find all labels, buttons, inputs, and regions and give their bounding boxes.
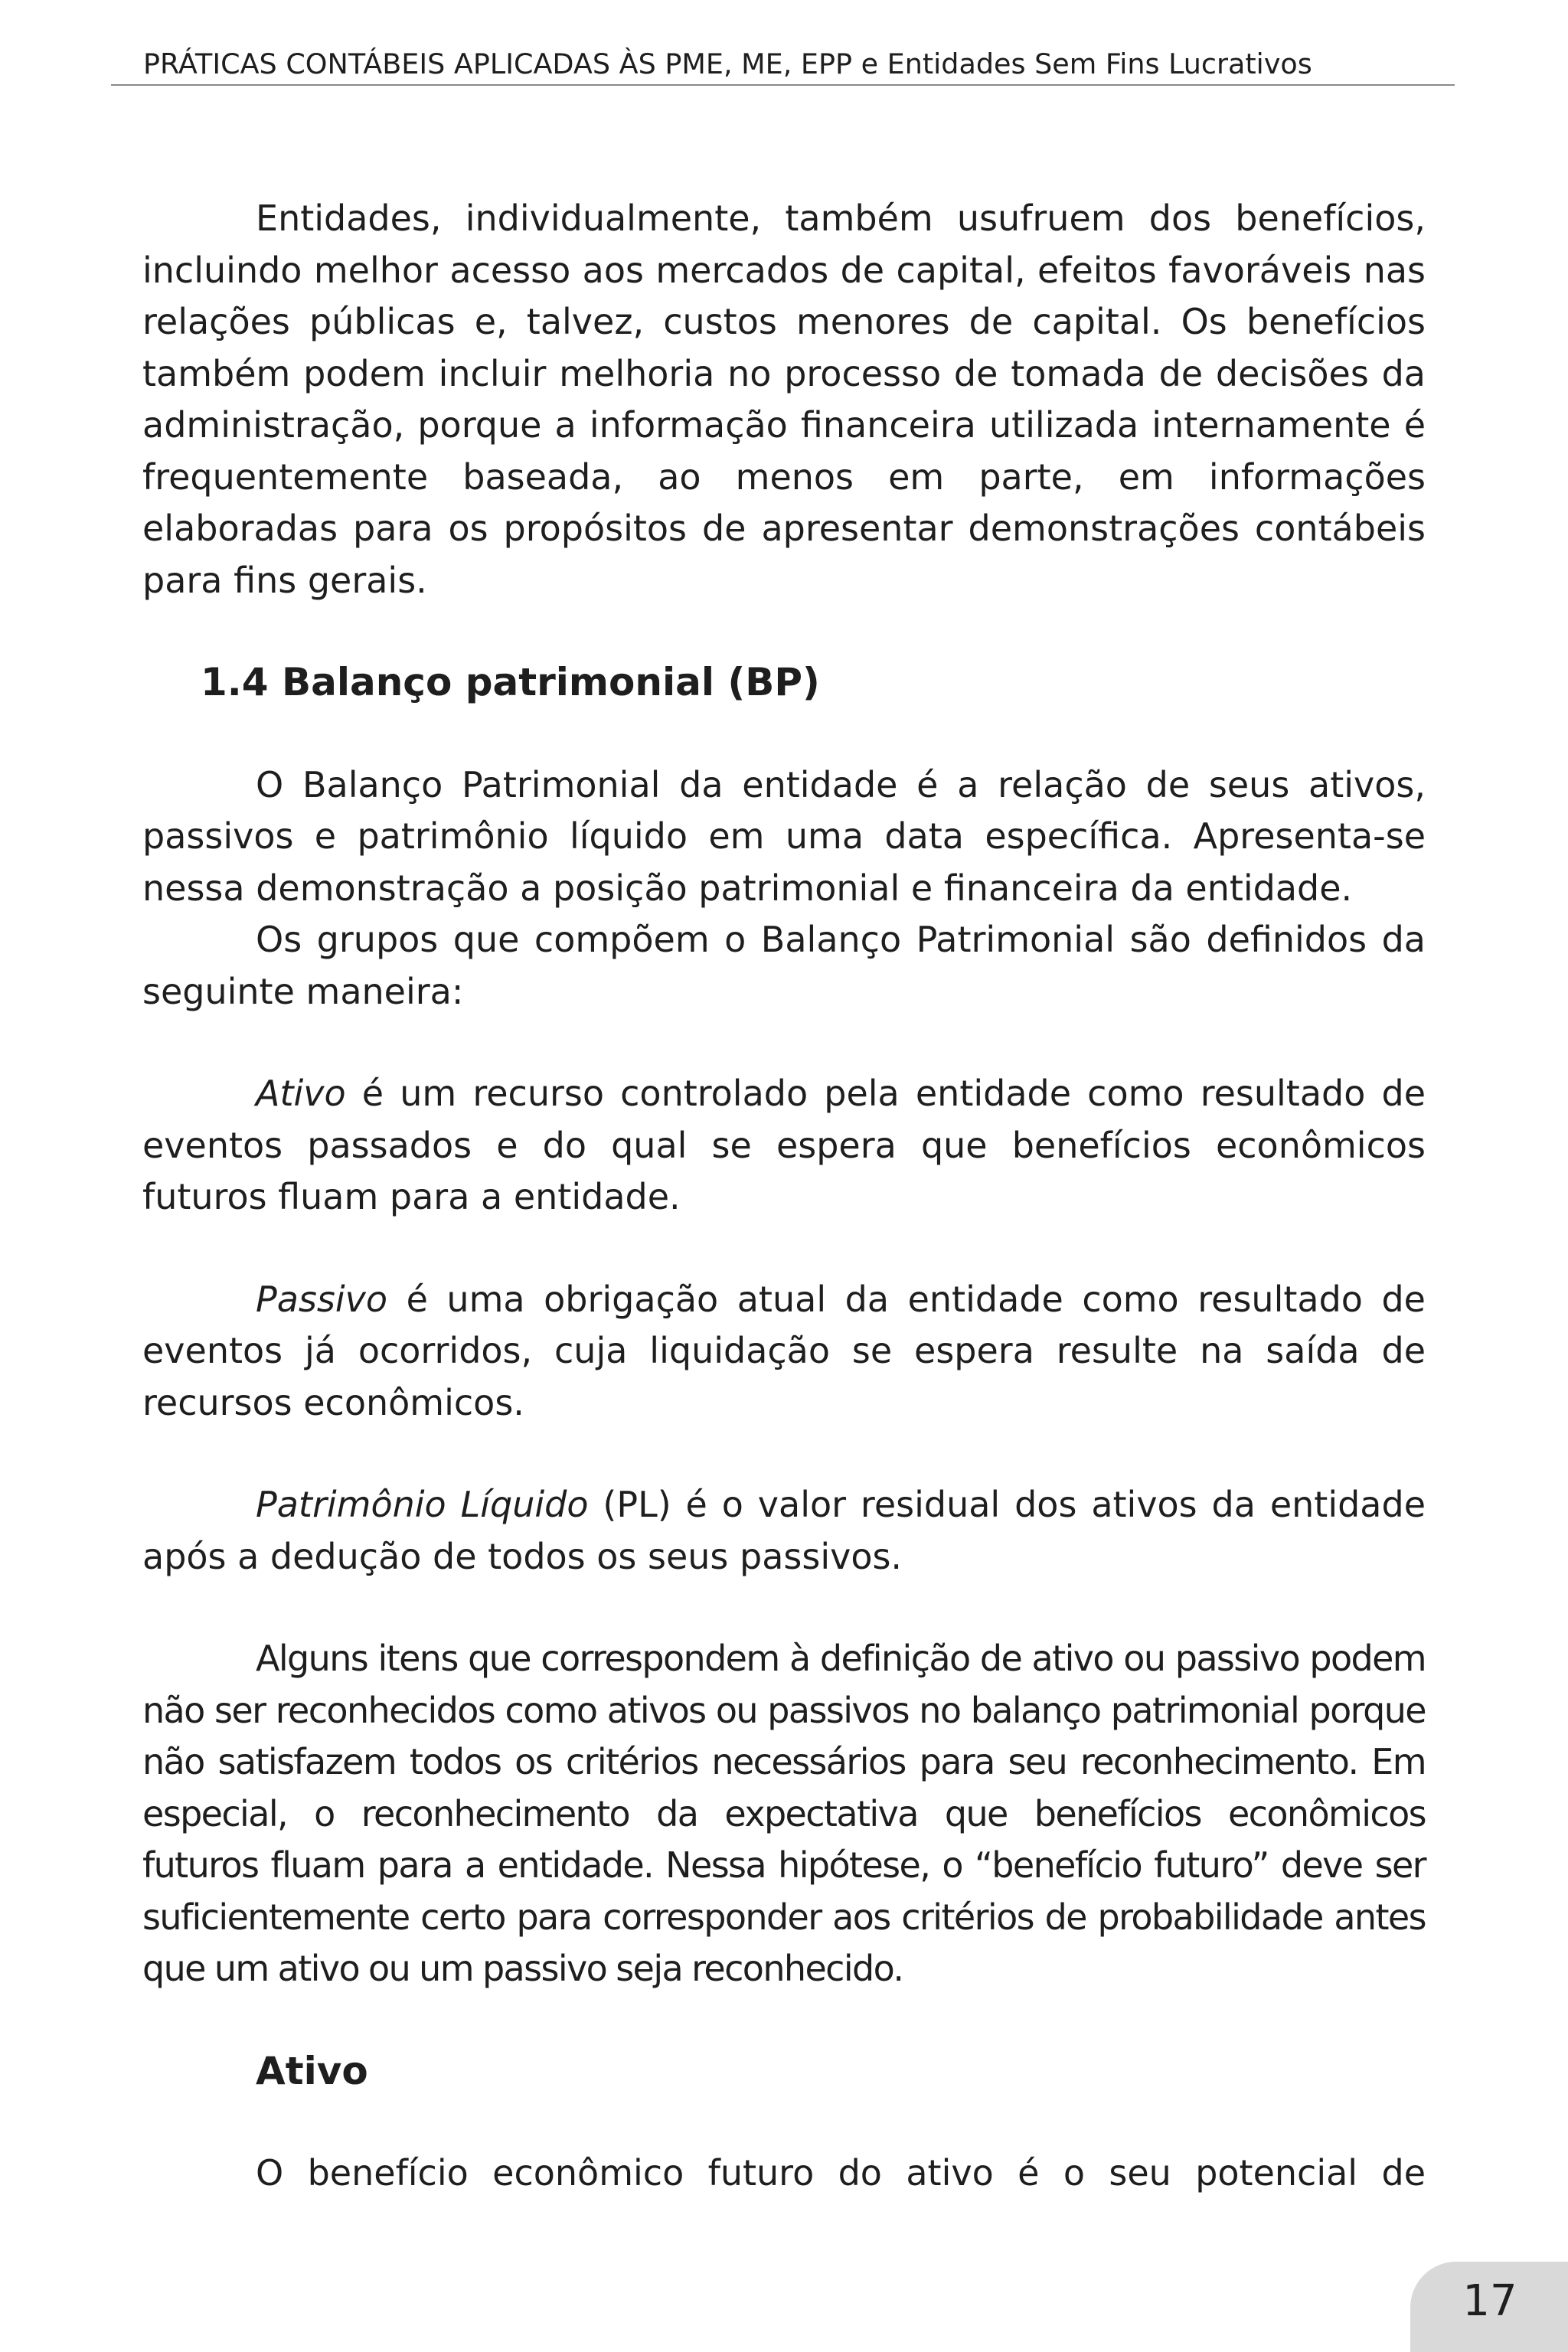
definition-passivo (142, 1274, 1426, 1429)
section-heading: 1.4 Balanço patrimonial (BP) (201, 660, 820, 704)
paragraph-ativo-start: O benefício econômico futuro do ativo é o seu potencial de (256, 2152, 1426, 2194)
term-patrimonio-liquido: Patrimônio Líquido (256, 1484, 589, 1525)
definition-ativo (142, 1068, 1426, 1223)
running-header (111, 47, 1455, 86)
definition-patrimonio-liquido-text: (PL) é o valor residual dos ativos da entidade após a dedução de todos os seus passivos. (142, 1484, 1426, 1577)
page-number: 17 (1462, 2276, 1517, 2326)
subheading-ativo: Ativo (256, 2048, 368, 2093)
definition-ativo-text: é um recurso controlado pela entidade como resultado de eventos passados e do qual se espera que benefícios econômicos futuros fluam para a entidade. (142, 1073, 1426, 1217)
paragraph-benefits: Entidades, individualmente, também usufruem dos benefícios, incluindo melhor acesso aos mercados de capital, efeitos favoráveis nas relações públicas e, talvez, custos menores de capital. Os benefícios também podem incluir melhoria no processo de tomada de decisões da administração, porque a informação financeira utilizada internamente é frequentemente baseada, ao menos em parte, em informações elaboradas para os propósitos de apresentar demonstrações contábeis para fins gerais. (142, 198, 1426, 601)
paragraph-bp-definition: O Balanço Patrimonial da entidade é a relação de seus ativos, passivos e patrimônio líquido em uma data específica. Apresenta-se nessa demonstração a posição patrimonial e financeira da entidade. (142, 763, 1426, 909)
term-ativo: Ativo (256, 1073, 346, 1114)
header-divider (111, 84, 1455, 86)
definition-passivo-text: é uma obrigação atual da entidade como resultado de eventos já ocorridos, cuja liquidação se espera resulte na saída de recursos econômicos. (142, 1278, 1426, 1423)
definition-patrimonio-liquido (142, 1479, 1426, 1583)
term-passivo: Passivo (256, 1278, 388, 1320)
page-body (142, 193, 1426, 2200)
page-number-tab (1410, 2262, 1568, 2352)
paragraph-recognition: Alguns itens que correspondem à definição de ativo ou passivo podem não ser reconhecidos como ativos ou passivos no balanço patrimonial porque não satisfazem todos os critérios necessários para seu reconhecimento. Em especial, o reconhecimento da expectativa que benefícios econômicos futuros fluam para a entidade. Nessa hipótese, o “benefício futuro” deve ser suficientemente certo para corresponder aos critérios de probabilidade antes que um ativo ou um passivo seja reconhecido. (142, 1638, 1426, 1989)
running-title: PRÁTICAS CONTÁBEIS APLICADAS ÀS PME, ME, EPP e Entidades Sem Fins Lucrativos (143, 47, 1312, 80)
paragraph-groups-intro: Os grupos que compõem o Balanço Patrimonial são definidos da seguinte maneira: (142, 919, 1426, 1012)
